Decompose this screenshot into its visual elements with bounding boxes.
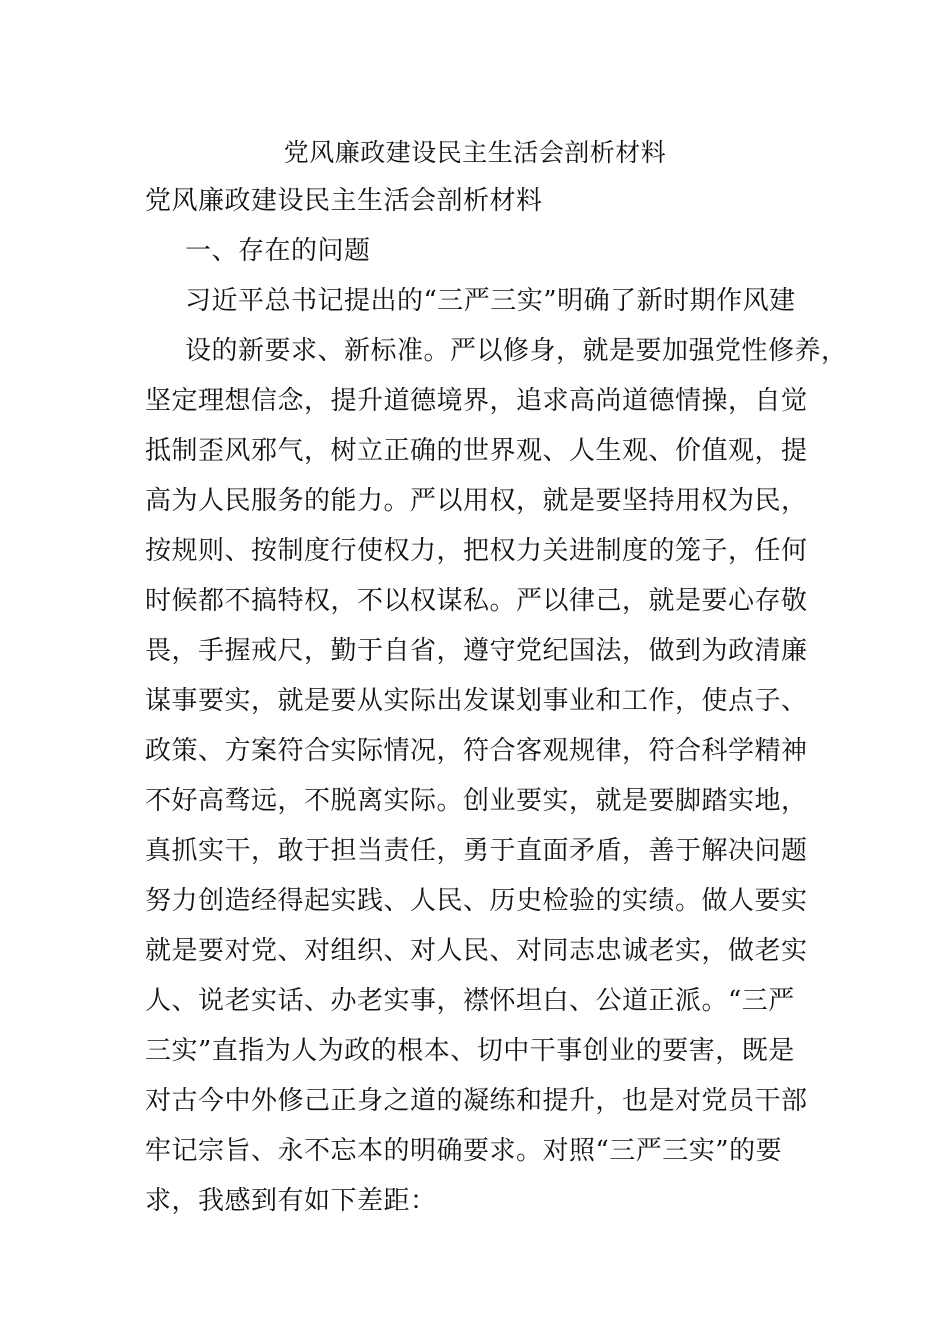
body-line: 求，我感到有如下差距：: [145, 1186, 437, 1216]
body-line: 坚定理想信念，提升道德境界，追求高尚道德情操，自觉: [145, 386, 808, 416]
body-line: 真抓实干，敢于担当责任，勇于直面矛盾，善于解决问题: [145, 836, 808, 866]
body-line: 对古今中外修己正身之道的凝练和提升，也是对党员干部: [145, 1086, 808, 1116]
body-line: 政策、方案符合实际情况，符合客观规律，符合科学精神: [145, 736, 808, 766]
body-line: 习近平总书记提出的“三严三实”明确了新时期作风建: [185, 286, 796, 316]
document-subtitle: 党风廉政建设民主生活会剖析材料: [145, 186, 543, 216]
body-line: 按规则、按制度行使权力，把权力关进制度的笼子，任何: [145, 536, 808, 566]
body-line: 抵制歪风邪气，树立正确的世界观、人生观、价值观，提: [145, 436, 808, 466]
body-line: 就是要对党、对组织、对人民、对同志忠诚老实，做老实: [145, 936, 808, 966]
body-line: 牢记宗旨、永不忘本的明确要求。对照“三严三实”的要: [145, 1136, 783, 1166]
body-line: 三实”直指为人为政的根本、切中干事创业的要害，既是: [145, 1036, 795, 1066]
body-line: 人、说老实话、办老实事，襟怀坦白、公道正派。“三严: [145, 986, 795, 1016]
body-line: 高为人民服务的能力。严以用权，就是要坚持用权为民，: [145, 486, 808, 516]
body-line: 努力创造经得起实践、人民、历史检验的实绩。做人要实: [145, 886, 808, 916]
section-heading: 一、存在的问题: [185, 236, 371, 266]
body-line: 谋事要实，就是要从实际出发谋划事业和工作，使点子、: [145, 686, 808, 716]
body-line: 畏，手握戒尺，勤于自省，遵守党纪国法，做到为政清廉: [145, 636, 808, 666]
body-line: 时候都不搞特权，不以权谋私。严以律己，就是要心存敬: [145, 586, 808, 616]
body-line: 设的新要求、新标准。严以修身，就是要加强党性修养，: [185, 336, 848, 366]
document-title: 党风廉政建设民主生活会剖析材料: [283, 138, 667, 167]
body-line: 不好高骛远，不脱离实际。创业要实，就是要脚踏实地，: [145, 786, 808, 816]
